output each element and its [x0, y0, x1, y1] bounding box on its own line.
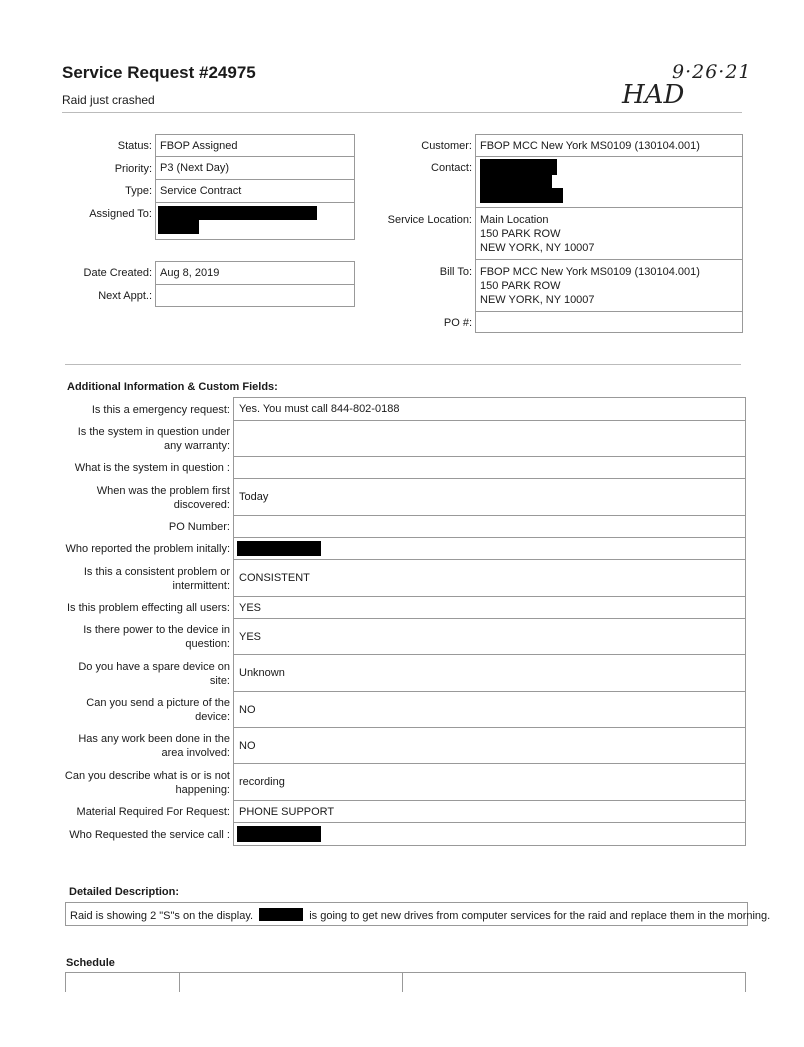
- contact-label: Contact:: [431, 162, 472, 174]
- type-label: Type:: [125, 185, 152, 197]
- description-text: Raid is showing 2 "S"s on the display.: [70, 910, 254, 922]
- status-field: FBOP Assigned: [155, 134, 355, 157]
- status-label: Status:: [117, 140, 152, 152]
- question-label: Can you describe what is or is not happening:: [64, 769, 230, 796]
- page-title: Service Request #24975: [62, 63, 256, 82]
- question-label: PO Number:: [168, 521, 230, 533]
- po-label: PO #:: [443, 317, 472, 329]
- schedule-table: [65, 972, 746, 992]
- question-label: Is this problem effecting all users:: [66, 602, 230, 614]
- answer-cell: NO: [233, 691, 746, 728]
- bill-to-label: Bill To:: [439, 266, 472, 278]
- next-appt-field: [155, 284, 355, 307]
- address-line: Main Location: [480, 214, 549, 226]
- answer-cell: Yes. You must call 844-802-0188: [233, 397, 746, 421]
- bill-to-field: [475, 259, 743, 312]
- question-label: Who reported the problem initally:: [65, 543, 230, 555]
- customer-label: Customer:: [421, 140, 472, 152]
- answer-cell: YES: [233, 596, 746, 619]
- address-line: FBOP MCC New York MS0109 (130104.001): [480, 266, 700, 278]
- redaction-block: [237, 541, 321, 556]
- schedule-heading: Schedule: [66, 957, 115, 969]
- service-location-field: [475, 207, 743, 260]
- answer-cell: [233, 456, 746, 479]
- assigned-label: Assigned To:: [89, 208, 152, 220]
- question-label: Has any work been done in the area involved:: [78, 733, 230, 759]
- answer-cell: YES: [233, 618, 746, 655]
- date-created-field: Aug 8, 2019: [155, 261, 355, 285]
- question-label: Can you send a picture of the device:: [86, 697, 230, 723]
- priority-field: P3 (Next Day): [155, 156, 355, 180]
- handwritten-date: 9·26·21: [672, 61, 752, 83]
- question-label: Who Requested the service call :: [69, 828, 230, 841]
- question-label: Is this a consistent problem or intermittent:: [83, 565, 230, 592]
- po-field: [475, 311, 743, 333]
- address-line: 150 PARK ROW: [480, 280, 561, 292]
- address-line: 150 PARK ROW: [480, 228, 561, 240]
- question-label: Do you have a spare device on site:: [78, 660, 230, 687]
- section-divider: [65, 364, 741, 365]
- service-location-label: Service Location:: [387, 214, 472, 226]
- answer-cell: Today: [233, 478, 746, 516]
- customer-field: FBOP MCC New York MS0109 (130104.001): [475, 134, 743, 157]
- question-label: Is this a emergency request:: [91, 403, 230, 416]
- redaction-block: [259, 908, 303, 921]
- description-text: is going to get new drives from computer services for the raid and replace them in the morning.: [309, 910, 771, 922]
- next-appt-label: Next Appt.:: [98, 290, 152, 302]
- redaction-block: [158, 220, 199, 234]
- redaction-block: [237, 826, 321, 842]
- address-line: NEW YORK, NY 10007: [480, 294, 595, 306]
- answer-cell: Unknown: [233, 654, 746, 692]
- redaction-block: [480, 188, 563, 203]
- redaction-block: [480, 159, 557, 175]
- header-divider: [62, 112, 742, 113]
- answer-cell: [233, 515, 746, 538]
- schedule-column-divider: [179, 972, 180, 992]
- type-field: Service Contract: [155, 179, 355, 203]
- handwritten-initials: HAD: [622, 80, 685, 110]
- page-subtitle: Raid just crashed: [62, 93, 155, 107]
- redaction-block: [480, 175, 552, 188]
- address-line: NEW YORK, NY 10007: [480, 242, 595, 254]
- question-label: Is the system in question under any warranty:: [77, 426, 230, 452]
- additional-info-heading: Additional Information & Custom Fields:: [67, 381, 278, 393]
- schedule-column-divider: [402, 972, 403, 992]
- answer-cell: [233, 420, 746, 457]
- description-box: [65, 902, 771, 926]
- priority-label: Priority:: [114, 163, 152, 175]
- question-label: What is the system in question :: [74, 462, 230, 474]
- question-label: Material Required For Request:: [76, 806, 230, 818]
- answer-cell: recording: [233, 763, 746, 801]
- answer-cell: PHONE SUPPORT: [233, 800, 746, 823]
- question-label: When was the problem first discovered:: [96, 484, 230, 511]
- answer-cell: NO: [233, 727, 746, 764]
- redaction-block: [158, 206, 317, 220]
- answer-cell: CONSISTENT: [233, 559, 746, 597]
- description-heading: Detailed Description:: [69, 886, 180, 898]
- date-created-label: Date Created:: [83, 267, 152, 279]
- question-label: Is there power to the device in question:: [83, 624, 230, 650]
